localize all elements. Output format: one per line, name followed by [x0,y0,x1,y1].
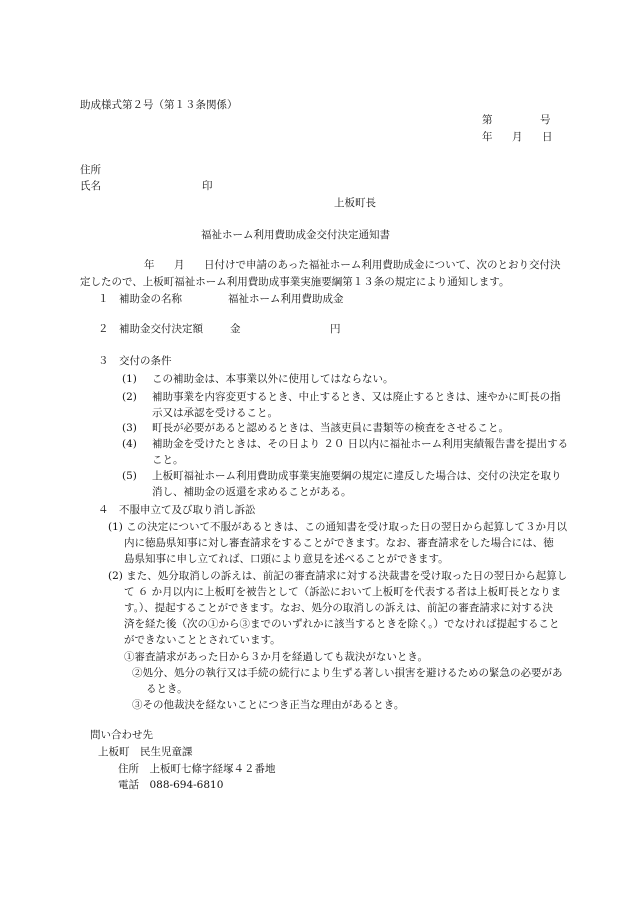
condition-text-cont: 示又は承認を受けること。 [152,407,278,419]
condition-text: この補助金は、本事業以外に使用してはならない。 [152,373,394,385]
issuer: 上板町長 [334,197,376,209]
intro-year: 年 [144,259,155,271]
appeal2-line: す。）、提起することができます。なお、処分の取消しの訴えは、前記の審査請求に対する決 [124,602,553,614]
appeal2-line: (2) また、処分取消しの訴えは、前記の審査請求に対する決裁書を受け取った日の翌日から起算し [108,570,568,582]
appeal2-line: て ６ か月以内に上板町を被告として（訴訟において上板町を代表する者は上板町長となりま [124,586,562,598]
item4-label: ４ 不服申立て及び取り消し訴訟 [98,504,256,516]
item2-label: ２ 補助金交付決定額 [98,323,203,335]
condition-num: (2) [122,391,137,403]
intro-month: 月 [174,259,185,271]
exception-line: るとき。 [146,683,188,695]
item1-value: 福祉ホーム利用費助成金 [228,293,344,305]
intro-line2: 定したので、上板町福祉ホーム利用費助成事業実施要綱第１３条の規定により通知します。 [80,276,510,288]
appeal1-line: 島県知事に申し立てれば、口頭により意見を述べることができます。 [124,553,449,565]
appeal1-line: 内に徳島県知事に対し審査請求をすることができます。なお、審査請求をした場合には、徳 [124,537,554,549]
condition-text: 町長が必要があると認めるときは、当該吏員に書類等の検査をさせること。 [152,422,509,434]
address-label: 住所 [80,164,101,176]
contact-phone: 電話 088-694-6810 [118,779,224,791]
appeal2-line: 済を経た後（次の①から③までのいずれかに該当するときを除く。）でなければ提起すること [124,618,560,630]
number-prefix: 第 [482,114,493,126]
date-year: 年 [482,131,493,143]
condition-num: (5) [122,470,137,482]
appeal2-line: ができないこととされています。 [124,634,281,646]
condition-num: (4) [122,438,137,450]
item3-label: ３ 交付の条件 [98,355,172,367]
condition-text: 上板町福祉ホーム利用費助成事業実施要綱の規定に違反した場合は、交付の決定を取り [152,470,562,482]
condition-num: (3) [122,422,137,434]
exception-line: ③その他裁決を経ないことにつき正当な理由があるとき。 [132,699,405,711]
date-month: 月 [512,131,523,143]
item2-yen: 円 [330,323,341,335]
condition-text-cont: 消し、補助金の返還を求めることがある。 [152,486,352,498]
item1-label: １ 補助金の名称 [98,293,182,305]
contact-heading: 問い合わせ先 [90,729,153,741]
date-day: 日 [542,131,553,143]
exception-line: ②処分、処分の執行又は手続の続行により生ずる著しい損害を避けるための緊急の必要があ [132,667,563,679]
condition-text-cont: こと。 [152,454,184,466]
condition-num: (1) [122,373,137,385]
condition-text: 補助事業を内容変更するとき、中止するとき、又は廃止するときは、速やかに町長の指 [152,391,561,403]
contact-address: 住所 上板町七條字経塚４２番地 [118,763,276,775]
appeal1-line: (1) この決定について不服があるときは、この通知書を受け取った日の翌日から起算して３か月以 [108,521,567,533]
document-title: 福祉ホーム利用費助成金交付決定通知書 [201,229,390,241]
intro-line1: 日付けで申請のあった福祉ホーム利用費助成金について、次のとおり交付決 [204,259,561,271]
form-label: 助成様式第２号（第１３条関係） [80,99,238,111]
condition-text: 補助金を受けたときは、その日より ２０ 日以内に福祉ホーム利用実績報告書を提出する [152,438,569,450]
number-suffix: 号 [540,114,551,126]
contact-dept: 上板町 民生児童課 [98,746,193,758]
exception-line: ①審査請求があった日から３か月を経過しても裁決がないとき。 [124,651,428,663]
item2-kin: 金 [230,323,241,335]
name-label: 氏名 [80,180,101,192]
seal-mark: 印 [202,180,213,192]
